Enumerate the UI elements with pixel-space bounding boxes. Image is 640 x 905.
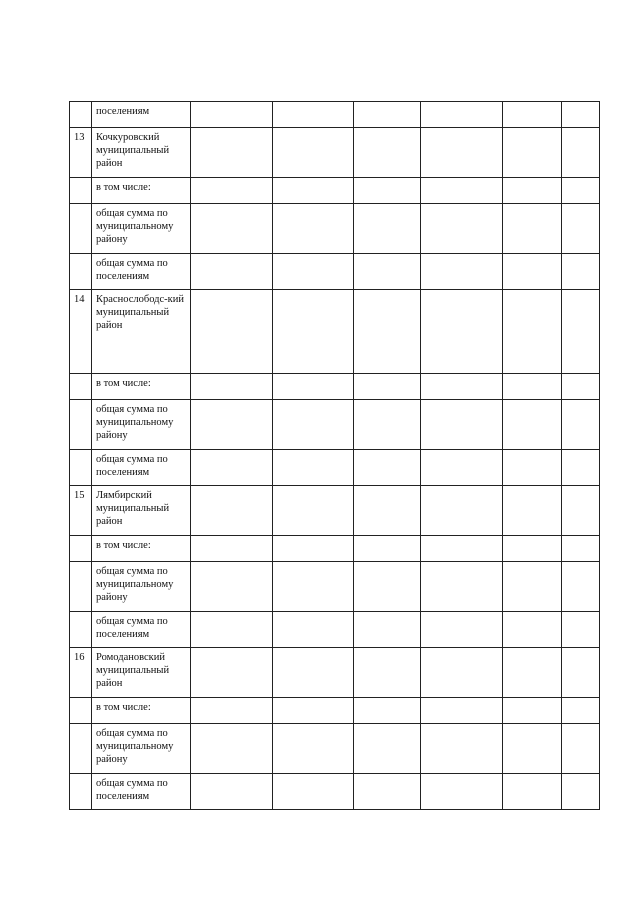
row-number: 13 — [70, 128, 92, 178]
empty-cell — [191, 450, 273, 486]
empty-cell — [562, 536, 600, 562]
row-number: 16 — [70, 648, 92, 698]
row-number — [70, 774, 92, 810]
empty-cell — [421, 400, 503, 450]
empty-cell — [354, 204, 421, 254]
empty-cell — [354, 128, 421, 178]
empty-cell — [273, 724, 354, 774]
empty-cell — [273, 612, 354, 648]
empty-cell — [273, 536, 354, 562]
empty-cell — [503, 178, 562, 204]
table-row — [70, 648, 600, 698]
row-label: поселениям — [92, 102, 191, 128]
empty-cell — [562, 254, 600, 290]
row-label: Лямбирский муниципальный район — [92, 486, 191, 536]
table-row — [70, 254, 600, 290]
empty-cell — [503, 486, 562, 536]
empty-cell — [421, 178, 503, 204]
empty-cell — [191, 536, 273, 562]
empty-cell — [421, 536, 503, 562]
empty-cell — [273, 290, 354, 374]
row-label: общая сумма по поселениям — [92, 774, 191, 810]
row-label: в том числе: — [92, 178, 191, 204]
empty-cell — [191, 204, 273, 254]
empty-cell — [503, 290, 562, 374]
empty-cell — [273, 178, 354, 204]
empty-cell — [421, 562, 503, 612]
empty-cell — [191, 254, 273, 290]
empty-cell — [562, 128, 600, 178]
row-number — [70, 536, 92, 562]
empty-cell — [562, 612, 600, 648]
empty-cell — [503, 254, 562, 290]
row-label: общая сумма по муниципальному району — [92, 204, 191, 254]
empty-cell — [421, 698, 503, 724]
empty-cell — [421, 290, 503, 374]
empty-cell — [191, 374, 273, 400]
table-row — [70, 128, 600, 178]
empty-cell — [273, 374, 354, 400]
table-row — [70, 774, 600, 810]
empty-cell — [191, 290, 273, 374]
row-number — [70, 724, 92, 774]
empty-cell — [562, 290, 600, 374]
empty-cell — [562, 374, 600, 400]
empty-cell — [354, 254, 421, 290]
empty-cell — [273, 486, 354, 536]
empty-cell — [273, 254, 354, 290]
row-label: общая сумма по поселениям — [92, 254, 191, 290]
row-label: общая сумма по муниципальному району — [92, 562, 191, 612]
row-number — [70, 102, 92, 128]
table-row — [70, 612, 600, 648]
empty-cell — [503, 562, 562, 612]
row-number — [70, 698, 92, 724]
empty-cell — [562, 648, 600, 698]
row-label: общая сумма по муниципальному району — [92, 724, 191, 774]
empty-cell — [191, 178, 273, 204]
empty-cell — [562, 724, 600, 774]
empty-cell — [503, 724, 562, 774]
empty-cell — [421, 648, 503, 698]
row-label: Краснослободс-кий муниципальный район — [92, 290, 191, 374]
empty-cell — [354, 648, 421, 698]
table-row — [70, 102, 600, 128]
empty-cell — [273, 562, 354, 612]
table-row — [70, 536, 600, 562]
row-label: общая сумма по поселениям — [92, 612, 191, 648]
empty-cell — [273, 400, 354, 450]
empty-cell — [503, 204, 562, 254]
empty-cell — [421, 486, 503, 536]
empty-cell — [503, 450, 562, 486]
row-number — [70, 612, 92, 648]
table-row — [70, 204, 600, 254]
empty-cell — [421, 128, 503, 178]
empty-cell — [273, 698, 354, 724]
table-row — [70, 698, 600, 724]
empty-cell — [354, 612, 421, 648]
row-label: Ромодановский муниципальный район — [92, 648, 191, 698]
row-number: 14 — [70, 290, 92, 374]
empty-cell — [191, 102, 273, 128]
empty-cell — [503, 102, 562, 128]
empty-cell — [354, 400, 421, 450]
empty-cell — [562, 698, 600, 724]
empty-cell — [273, 450, 354, 486]
empty-cell — [354, 290, 421, 374]
table-row — [70, 724, 600, 774]
empty-cell — [562, 400, 600, 450]
row-number — [70, 562, 92, 612]
row-label: в том числе: — [92, 374, 191, 400]
empty-cell — [421, 204, 503, 254]
table-row — [70, 562, 600, 612]
table-body — [70, 102, 600, 810]
empty-cell — [421, 724, 503, 774]
row-number — [70, 450, 92, 486]
empty-cell — [421, 612, 503, 648]
empty-cell — [503, 374, 562, 400]
empty-cell — [354, 374, 421, 400]
table-row — [70, 374, 600, 400]
budget-table — [69, 101, 600, 810]
empty-cell — [354, 102, 421, 128]
empty-cell — [421, 450, 503, 486]
row-number — [70, 178, 92, 204]
row-label: общая сумма по поселениям — [92, 450, 191, 486]
empty-cell — [562, 486, 600, 536]
row-label: в том числе: — [92, 536, 191, 562]
empty-cell — [191, 724, 273, 774]
empty-cell — [273, 204, 354, 254]
row-label: в том числе: — [92, 698, 191, 724]
row-label: Кочкуровский муниципальный район — [92, 128, 191, 178]
row-number — [70, 254, 92, 290]
empty-cell — [354, 562, 421, 612]
empty-cell — [421, 102, 503, 128]
empty-cell — [421, 774, 503, 810]
row-number — [70, 204, 92, 254]
empty-cell — [273, 648, 354, 698]
empty-cell — [562, 774, 600, 810]
empty-cell — [191, 698, 273, 724]
empty-cell — [503, 698, 562, 724]
row-number: 15 — [70, 486, 92, 536]
empty-cell — [191, 400, 273, 450]
empty-cell — [562, 450, 600, 486]
empty-cell — [421, 254, 503, 290]
table-row — [70, 450, 600, 486]
empty-cell — [354, 536, 421, 562]
empty-cell — [354, 178, 421, 204]
empty-cell — [273, 128, 354, 178]
empty-cell — [503, 400, 562, 450]
empty-cell — [503, 536, 562, 562]
empty-cell — [562, 102, 600, 128]
empty-cell — [191, 486, 273, 536]
empty-cell — [354, 774, 421, 810]
table-row — [70, 290, 600, 374]
empty-cell — [503, 128, 562, 178]
empty-cell — [562, 178, 600, 204]
empty-cell — [191, 612, 273, 648]
empty-cell — [562, 204, 600, 254]
empty-cell — [354, 724, 421, 774]
row-number — [70, 400, 92, 450]
empty-cell — [503, 648, 562, 698]
empty-cell — [503, 774, 562, 810]
empty-cell — [421, 374, 503, 400]
empty-cell — [273, 774, 354, 810]
table-row — [70, 400, 600, 450]
table-row — [70, 486, 600, 536]
table-row — [70, 178, 600, 204]
empty-cell — [273, 102, 354, 128]
empty-cell — [191, 128, 273, 178]
empty-cell — [503, 612, 562, 648]
empty-cell — [354, 698, 421, 724]
row-label: общая сумма по муниципальному району — [92, 400, 191, 450]
empty-cell — [191, 562, 273, 612]
empty-cell — [354, 450, 421, 486]
empty-cell — [191, 648, 273, 698]
row-number — [70, 374, 92, 400]
empty-cell — [354, 486, 421, 536]
empty-cell — [191, 774, 273, 810]
empty-cell — [562, 562, 600, 612]
